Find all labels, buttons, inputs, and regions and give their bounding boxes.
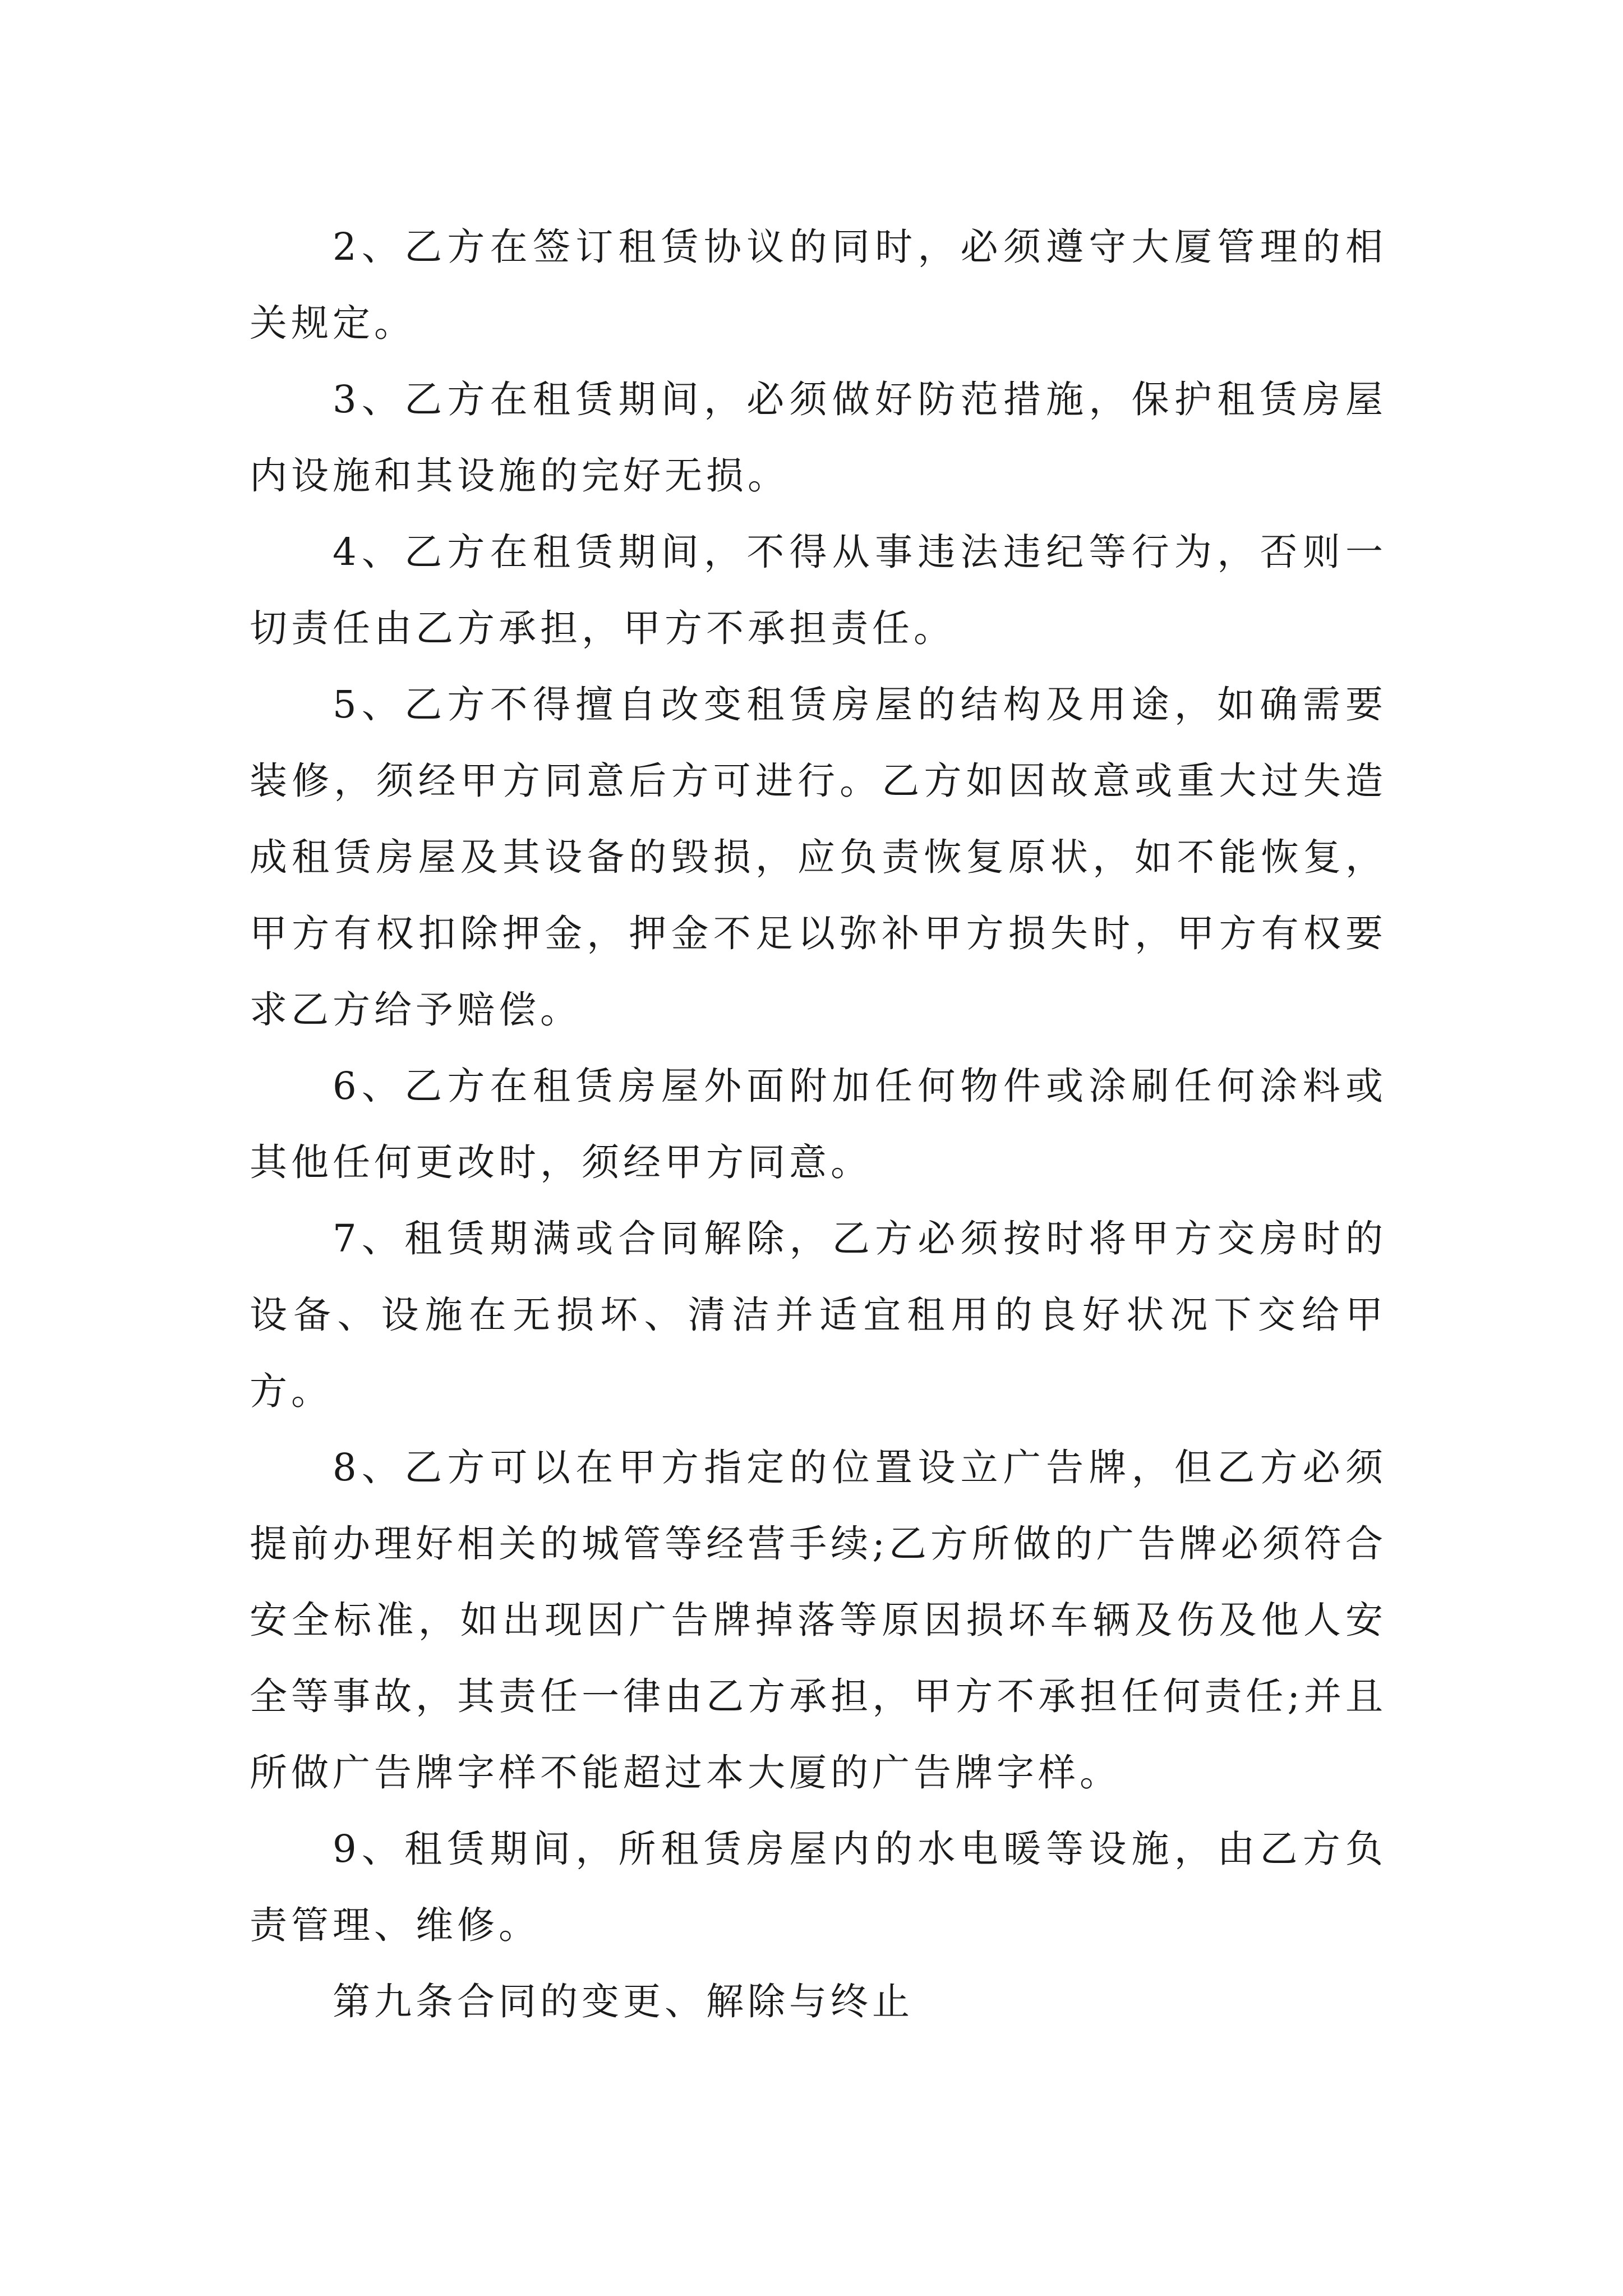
clause-2-paragraph: 2、乙方在签订租赁协议的同时，必须遵守大厦管理的相关规定。 xyxy=(250,225,1387,345)
clause-6-paragraph: 6、乙方在租赁房屋外面附加任何物件或涂刷任何涂料或其他任何更改时，须经甲方同意。 xyxy=(250,1064,1387,1184)
clause-7-paragraph: 7、租赁期满或合同解除，乙方必须按时将甲方交房时的设备、设施在无损坏、清洁并适宜租用的良好状况下交给甲方。 xyxy=(250,1217,1387,1413)
clause-8-paragraph: 8、乙方可以在甲方指定的位置设立广告牌，但乙方必须提前办理好相关的城管等经营手续;乙方所做的广告牌必须符合安全标准，如出现因广告牌掉落等原因损坏车辆及伤及他人安全等事故，其责任一律由乙方承担，甲方不承担任何责任;并且所做广告牌字样不能超过本大厦的广告牌字样。 xyxy=(250,1446,1387,1795)
clause-9-paragraph: 9、租赁期间，所租赁房屋内的水电暖等设施，由乙方负责管理、维修。 xyxy=(250,1827,1387,1947)
clause-5-paragraph: 5、乙方不得擅自改变租赁房屋的结构及用途，如确需要装修，须经甲方同意后方可进行。乙方如因故意或重大过失造成租赁房屋及其设备的毁损，应负责恢复原状，如不能恢复，甲方有权扣除押金，押金不足以弥补甲方损失时，甲方有权要求乙方给予赔偿。 xyxy=(250,683,1387,1032)
clause-4-paragraph: 4、乙方在租赁期间，不得从事违法违纪等行为，否则一切责任由乙方承担，甲方不承担责任。 xyxy=(250,530,1387,650)
document-body xyxy=(250,209,1387,2040)
section-heading: 第九条合同的变更、解除与终止 xyxy=(333,1980,914,2023)
clause-3-paragraph: 3、乙方在租赁期间，必须做好防范措施，保护租赁房屋内设施和其设施的完好无损。 xyxy=(250,378,1387,498)
